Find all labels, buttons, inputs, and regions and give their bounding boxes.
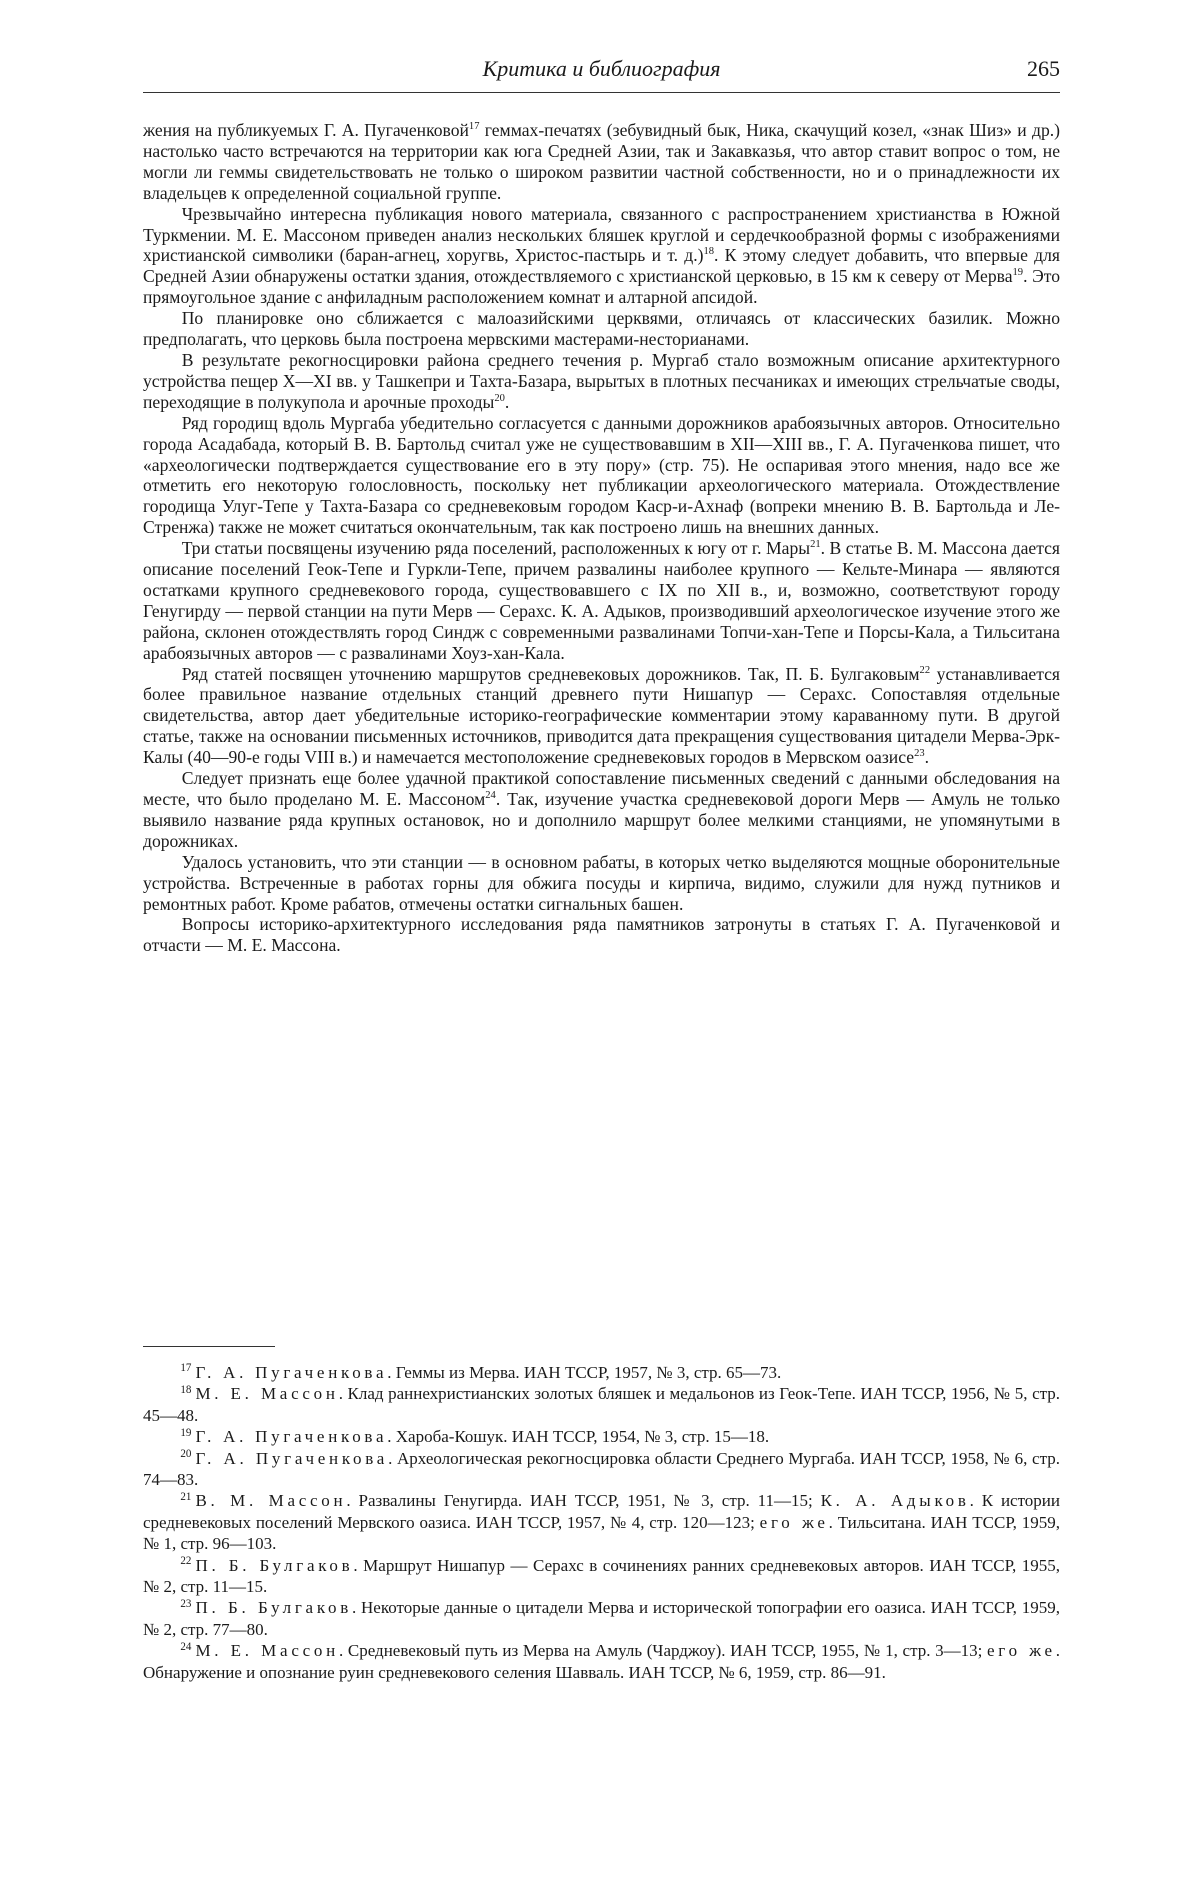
paragraph [143,204,1060,309]
footnote-separator [143,1346,275,1347]
footnote-author: Г. А. Пугаченкова [195,1448,389,1468]
text-run: устанавливается более правильное название отдельных станций древнего пути Нишапур — Серахс. Сопоставляя отдельные свидетельства, автор дает убедительные историко-географические комментарии этому караванному пути. В другой статье, также на основании письменных источников, приводится дата прекращения существования цитадели Мерва-Эрк-Калы (40—90-е годы VIII в.) и намечается местоположение средневековых городов в Мервском оазисе [143,663,1060,768]
footnote-author: Г. А. Пугаченкова [195,1363,388,1382]
text-run: Ряд городищ вдоль Мургаба убедительно согласуется с данными дорожников арабоязычных авторов. Относительно города Асадабада, который В. В. Бартольд считал уже не существовавшим в XII—XIII вв., Г. А. Пугаченкова пишет, что «археологически подтверждается существование его в эту пору» (стр. 75). Не оспаривая этого мнения, надо все же отметить его некоторую голословность, поскольку нет публикации археологического материала. Отождествление городища Улуг-Тепе у Тахта-Базара со средневековым городом Каср-и-Ахнаф (вопреки мнению В. В. Бартольда и Ле-Стренжа) также не может считаться окончательным, так как построено лишь на внешних данных. [143,412,1060,538]
footnote-number: 18 [180,1383,192,1396]
footnote-author: М. Е. Массон [195,1384,339,1404]
footnote-ref: 23 [914,748,925,760]
running-title: Критика и библиография [482,56,721,81]
footnote-ref: 24 [485,790,496,802]
text-run: Ряд статей посвящен уточнению маршрутов средневековых дорожников. Так, П. Б. Булгаковым [181,663,920,684]
paragraph [143,914,1060,956]
text-run: Чрезвычайно интересна публикация нового материала, связанного с распространением христианства в Южной Туркмении. М. Е. Массоном приведен анализ нескольких бляшек круглой и сердечкообразной формы с изображениями христианской символики (баран-агнец, хоругвь, Христос-пастырь и т. д.) [143,203,1060,266]
footnote-author: К. А. Адыков [820,1491,970,1511]
footnote-ref: 17 [468,121,480,133]
text-run: . [924,747,930,768]
footnote-ref: 20 [494,392,505,404]
footnote-ref: 18 [703,246,715,258]
footnote [143,1362,1060,1383]
body-text [143,120,1060,956]
text-run: геммах-печатях (зебувидный бык, Ника, скачущий козел, «знак Шиз» и др.) настолько часто встречаются на территории как юга Средней Азии, так и Закавказья, что автор ставит вопрос о том, не могли ли геммы свидетельствовать не только о широком развитии частной собственности, но и о принадлежности их владельцев к определенной социальной группе. [143,120,1060,203]
footnote-text: . Средневековый путь из Мерва на Амуль (Чарджоу). ИАН ТССР, 1955, № 1, стр. 3—13; [338,1641,983,1661]
paragraph [143,538,1060,663]
paragraph [143,664,1060,769]
paragraph [143,413,1060,538]
footnote-number: 17 [180,1362,192,1375]
footnote-ref: 22 [919,664,931,676]
footnote [143,1597,1060,1640]
paragraph [143,350,1060,413]
footnote-author: П. Б. Булгаков [195,1555,354,1575]
text-run: . К этому следует добавить, что впервые для Средней Азии обнаружены остатки здания, отождествляемого с христианской церковью, в 15 км к северу от Мерва [143,245,1060,287]
footnote-text: . Маршрут Нишапур — Серахс в сочинениях ранних средневековых авторов. ИАН ТССР, 1955, № 2, стр. 11—15. [143,1555,1060,1597]
footnote-text: . К истории средневековых поселений Мервского оазиса. ИАН ТССР, 1957, № 4, стр. 120—123; [143,1491,1061,1532]
footnote [143,1555,1060,1598]
footnotes [143,1362,1060,1683]
footnote-author: М. Е. Массон [195,1641,339,1661]
footnote-number: 22 [180,1555,192,1567]
footnote-text: . Хароба-Кошук. ИАН ТССР, 1954, № 3, стр. 15—18. [387,1427,770,1447]
footnote-author: В. М. Массон [195,1491,347,1511]
footnote-ref: 21 [810,539,821,551]
footnote [143,1448,1060,1491]
text-run: Удалось установить, что эти станции — в основном рабаты, в которых четко выделяются мощные оборонительные устройства. Встреченные в работах горны для обжига посуды и кирпича, видимо, служили для нужд путников и ремонтных работ. Кроме рабатов, отмечены остатки сигнальных башен. [143,851,1060,914]
footnote [143,1426,1060,1447]
footnote-text: . Тильситана. ИАН ТССР, 1959, № 1, стр. 96—103. [143,1512,1061,1554]
paragraph [143,852,1060,915]
text-run: Вопросы историко-архитектурного исследования ряда памятников затронуты в статьях Г. А. Пугаченковой и отчасти — М. Е. Массона. [143,914,1060,956]
footnote-number: 24 [180,1640,192,1653]
text-run: . В статье В. М. Массона дается описание поселений Геок-Тепе и Гуркли-Тепе, причем развалины наиболее крупного — Кельте-Минара — являются остатками крупного средневекового города, существовавшего с IX по XII в., и, возможно, соответствуют городу Генугирду — первой станции на пути Мерв — Серахс. К. А. Адыков, производивший археологическое изучение этого же района, склонен отождествлять город Синдж с современными развалинами Топчи-хан-Тепе и Порсы-Кала, а Тильситана арабоязычных авторов — с развалинами Хоуз-хан-Кала. [143,538,1061,663]
footnote-text: . Обнаружение и опознание руин средневекового селения Шавваль. ИАН ТССР, № 6, 1959, стр. 86—91. [143,1641,1061,1682]
text-run: . Так, изучение участка средневековой дороги Мерв — Амуль не только выявило название ряда крупных остановок, но и дополнило маршрут более мелкими станциями, не упомянутыми в дорожниках. [143,789,1061,851]
footnote-author: его же [987,1641,1056,1661]
paragraph [143,308,1060,350]
footnote-number: 23 [180,1597,192,1610]
footnote-text: . Некоторые данные о цитадели Мерва и исторической топографии его оазиса. ИАН ТССР, 1959, № 2, стр. 77—80. [143,1598,1060,1639]
footnote-number: 20 [180,1447,192,1460]
footnote-author: П. Б. Булгаков [195,1598,352,1618]
footnote-text: . Археологическая рекогносцировка области Среднего Мургаба. ИАН ТССР, 1958, № 6, стр. 74—83. [143,1448,1060,1490]
footnote-number: 21 [180,1490,192,1503]
paragraph [143,768,1060,852]
text-run: . [504,391,510,412]
footnote-text: . Геммы из Мерва. ИАН ТССР, 1957, № 3, стр. 65—73. [387,1363,782,1382]
footnote-text: . Клад раннехристианских золотых бляшек и медальонов из Геок-Тепе. ИАН ТССР, 1956, № 5, стр. 45—48. [143,1384,1061,1425]
paragraph [143,120,1060,204]
text-run: жения на публикуемых Г. А. Пугаченковой [143,120,469,140]
footnote-number: 19 [180,1426,192,1439]
footnote-author: его же [759,1512,829,1532]
footnote-text: . Развалины Генугирда. ИАН ТССР, 1951, № 3, стр. 11—15; [346,1491,813,1511]
footnote-author: Г. А. Пугаченкова [195,1427,388,1447]
footnote [143,1383,1060,1426]
page-header [143,52,1060,92]
text-run: . Это прямоугольное здание с анфиладным расположением комнат и алтарной апсидой. [143,266,1060,308]
text-run: Три статьи посвящены изучению ряда поселений, расположенных к югу от г. Мары [181,538,811,559]
page-number: 265 [1027,56,1060,81]
header-rule [143,92,1060,93]
text-run: В результате рекогносцировки района среднего течения р. Мургаб стало возможным описание архитектурного устройства пещер X—XI вв. у Ташкепри и Тахта-Базара, вырытых в плотных песчаниках и имеющих стрельчатые своды, переходящие в полукупола и арочные проходы [143,349,1060,412]
footnote [143,1640,1060,1683]
footnote [143,1490,1060,1554]
text-run: По планировке оно сближается с малоазийскими церквями, отличаясь от классических базилик. Можно предполагать, что церковь была построена мервскими мастерами-несторианами. [143,308,1060,350]
footnote-ref: 19 [1012,267,1024,279]
text-run: Следует признать еще более удачной практикой сопоставление письменных сведений с данными обследования на месте, что было проделано М. Е. Массоном [143,768,1060,809]
